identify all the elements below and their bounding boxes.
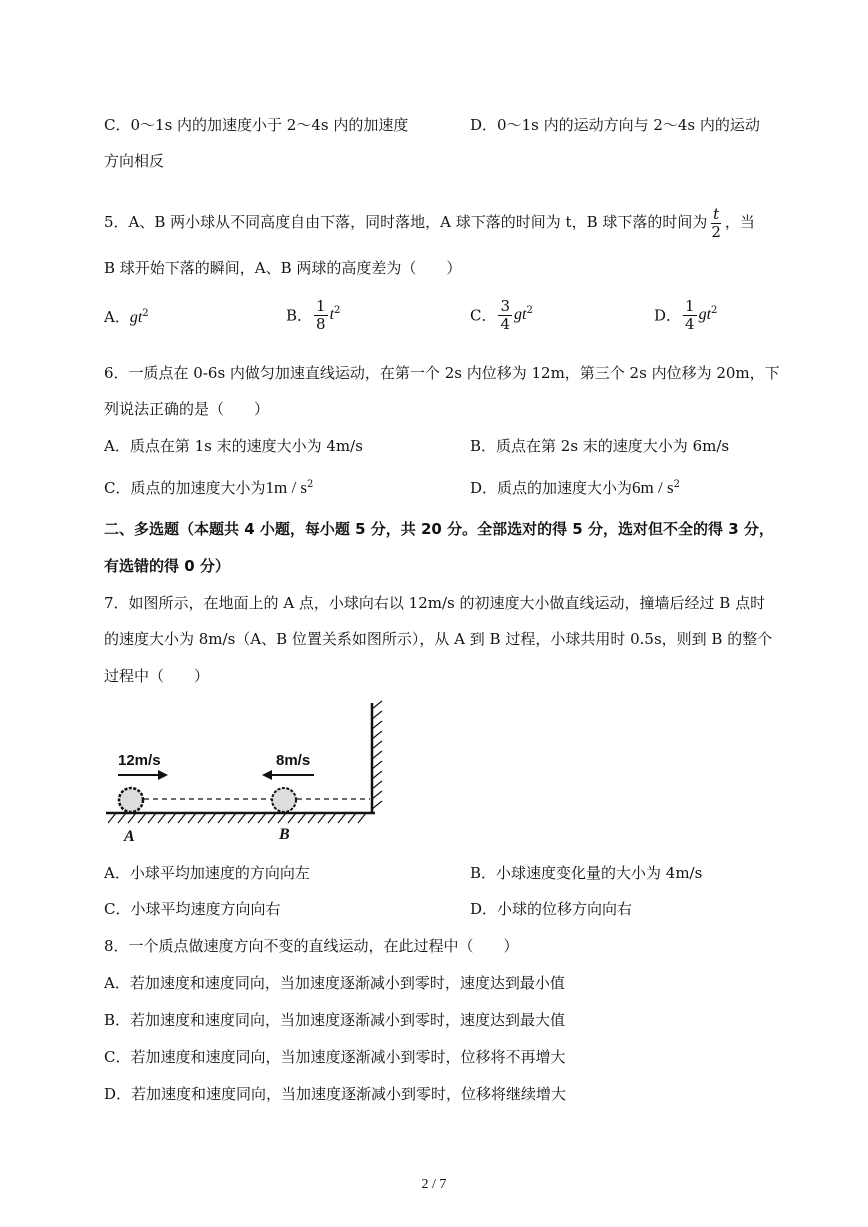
section-heading-line1: 二、多选题（本题共 4 小题，每小题 5 分，共 20 分。全部选对的得 5 分，选对但不全的得 3 分， — [104, 520, 774, 538]
q7-figure — [100, 695, 390, 845]
arrow-right-icon — [158, 770, 168, 780]
ball-a — [119, 788, 143, 812]
q4-option-d: D．0～1s 内的运动方向与 2～4s 内的运动 — [470, 116, 760, 134]
q5-option-c: C． $\frac{3}{4}$ $gt^2$ — [470, 297, 533, 333]
q8-option-a: A．若加速度和速度同向，当加速度逐渐减小到零时，速度达到最小值 — [104, 974, 565, 992]
arrow-left-icon — [262, 770, 272, 780]
q7-stem-line1: 7．如图所示，在地面上的 A 点，小球向右以 12m/s 的初速度大小做直线运动，撞墙后经过 B 点时 — [104, 594, 766, 612]
q7-stem-line2: 的速度大小为 8m/s（A、B 位置关系如图所示），从 A 到 B 过程，小球共用时 0.5s，则到 B 的整个 — [104, 630, 773, 648]
point-label-b: B — [279, 826, 290, 843]
q6-stem-line1: 6．一质点在 0-6s 内做匀加速直线运动，在第一个 2s 内位移为 12m，第三个 2s 内位移为 20m，下 — [104, 364, 780, 382]
q5-stem-a: 5．A、B 两小球从不同高度自由下落，同时落地，A 球下落的时间为 t，B 球下落的时间为 — [104, 213, 708, 231]
q5-stem-fraction: $\frac{t}{2}$ — [711, 205, 721, 241]
q5-option-b: B． $\frac{1}{8}$ $t^2$ — [286, 297, 341, 333]
q5-option-a: A．$gt^2$ — [104, 308, 149, 326]
q5-option-d: D． $\frac{1}{4}$ $gt^2$ — [654, 297, 718, 333]
point-label-a: A — [124, 828, 135, 845]
q8-stem: 8．一个质点做速度方向不变的直线运动，在此过程中（ ） — [104, 937, 519, 955]
velocity-label-8: 8m/s — [276, 752, 311, 769]
page-number: 2 / 7 — [421, 1177, 447, 1192]
q6-stem-line2: 列说法正确的是（ ） — [104, 400, 270, 418]
ball-b — [272, 788, 296, 812]
q4-option-d-continued: 方向相反 — [104, 152, 165, 170]
q6-option-b: B．质点在第 2s 末的速度大小为 6m/s — [470, 437, 730, 455]
q7-option-d: D．小球的位移方向向右 — [470, 900, 633, 918]
q5-stem-line1 — [104, 206, 755, 240]
q4-option-c: C．0～1s 内的加速度小于 2～4s 内的加速度 — [104, 116, 409, 134]
q7-stem-line3: 过程中（ ） — [104, 667, 210, 685]
q5-stem-b: ，当 — [724, 213, 755, 231]
q7-option-a: A．小球平均加速度的方向向左 — [104, 864, 310, 882]
q7-option-c: C．小球平均速度方向向右 — [104, 900, 281, 918]
q6-option-a: A．质点在第 1s 末的速度大小为 4m/s — [104, 437, 363, 455]
q8-option-c: C．若加速度和速度同向，当加速度逐渐减小到零时，位移将不再增大 — [104, 1048, 566, 1066]
q6-option-c: C．质点的加速度大小为$1m / s^2$ — [104, 478, 314, 497]
q6-option-d: D．质点的加速度大小为$6m / s^2$ — [470, 478, 680, 497]
q8-option-b: B．若加速度和速度同向，当加速度逐渐减小到零时，速度达到最大值 — [104, 1011, 566, 1029]
velocity-label-12: 12m/s — [118, 752, 161, 769]
q7-option-b: B．小球速度变化量的大小为 4m/s — [470, 864, 703, 882]
q5-stem-line2: B 球开始下落的瞬间，A、B 两球的高度差为（ ） — [104, 259, 462, 277]
q8-option-d: D．若加速度和速度同向，当加速度逐渐减小到零时，位移将继续增大 — [104, 1085, 567, 1103]
section-heading-line2: 有选错的得 0 分） — [104, 557, 230, 575]
